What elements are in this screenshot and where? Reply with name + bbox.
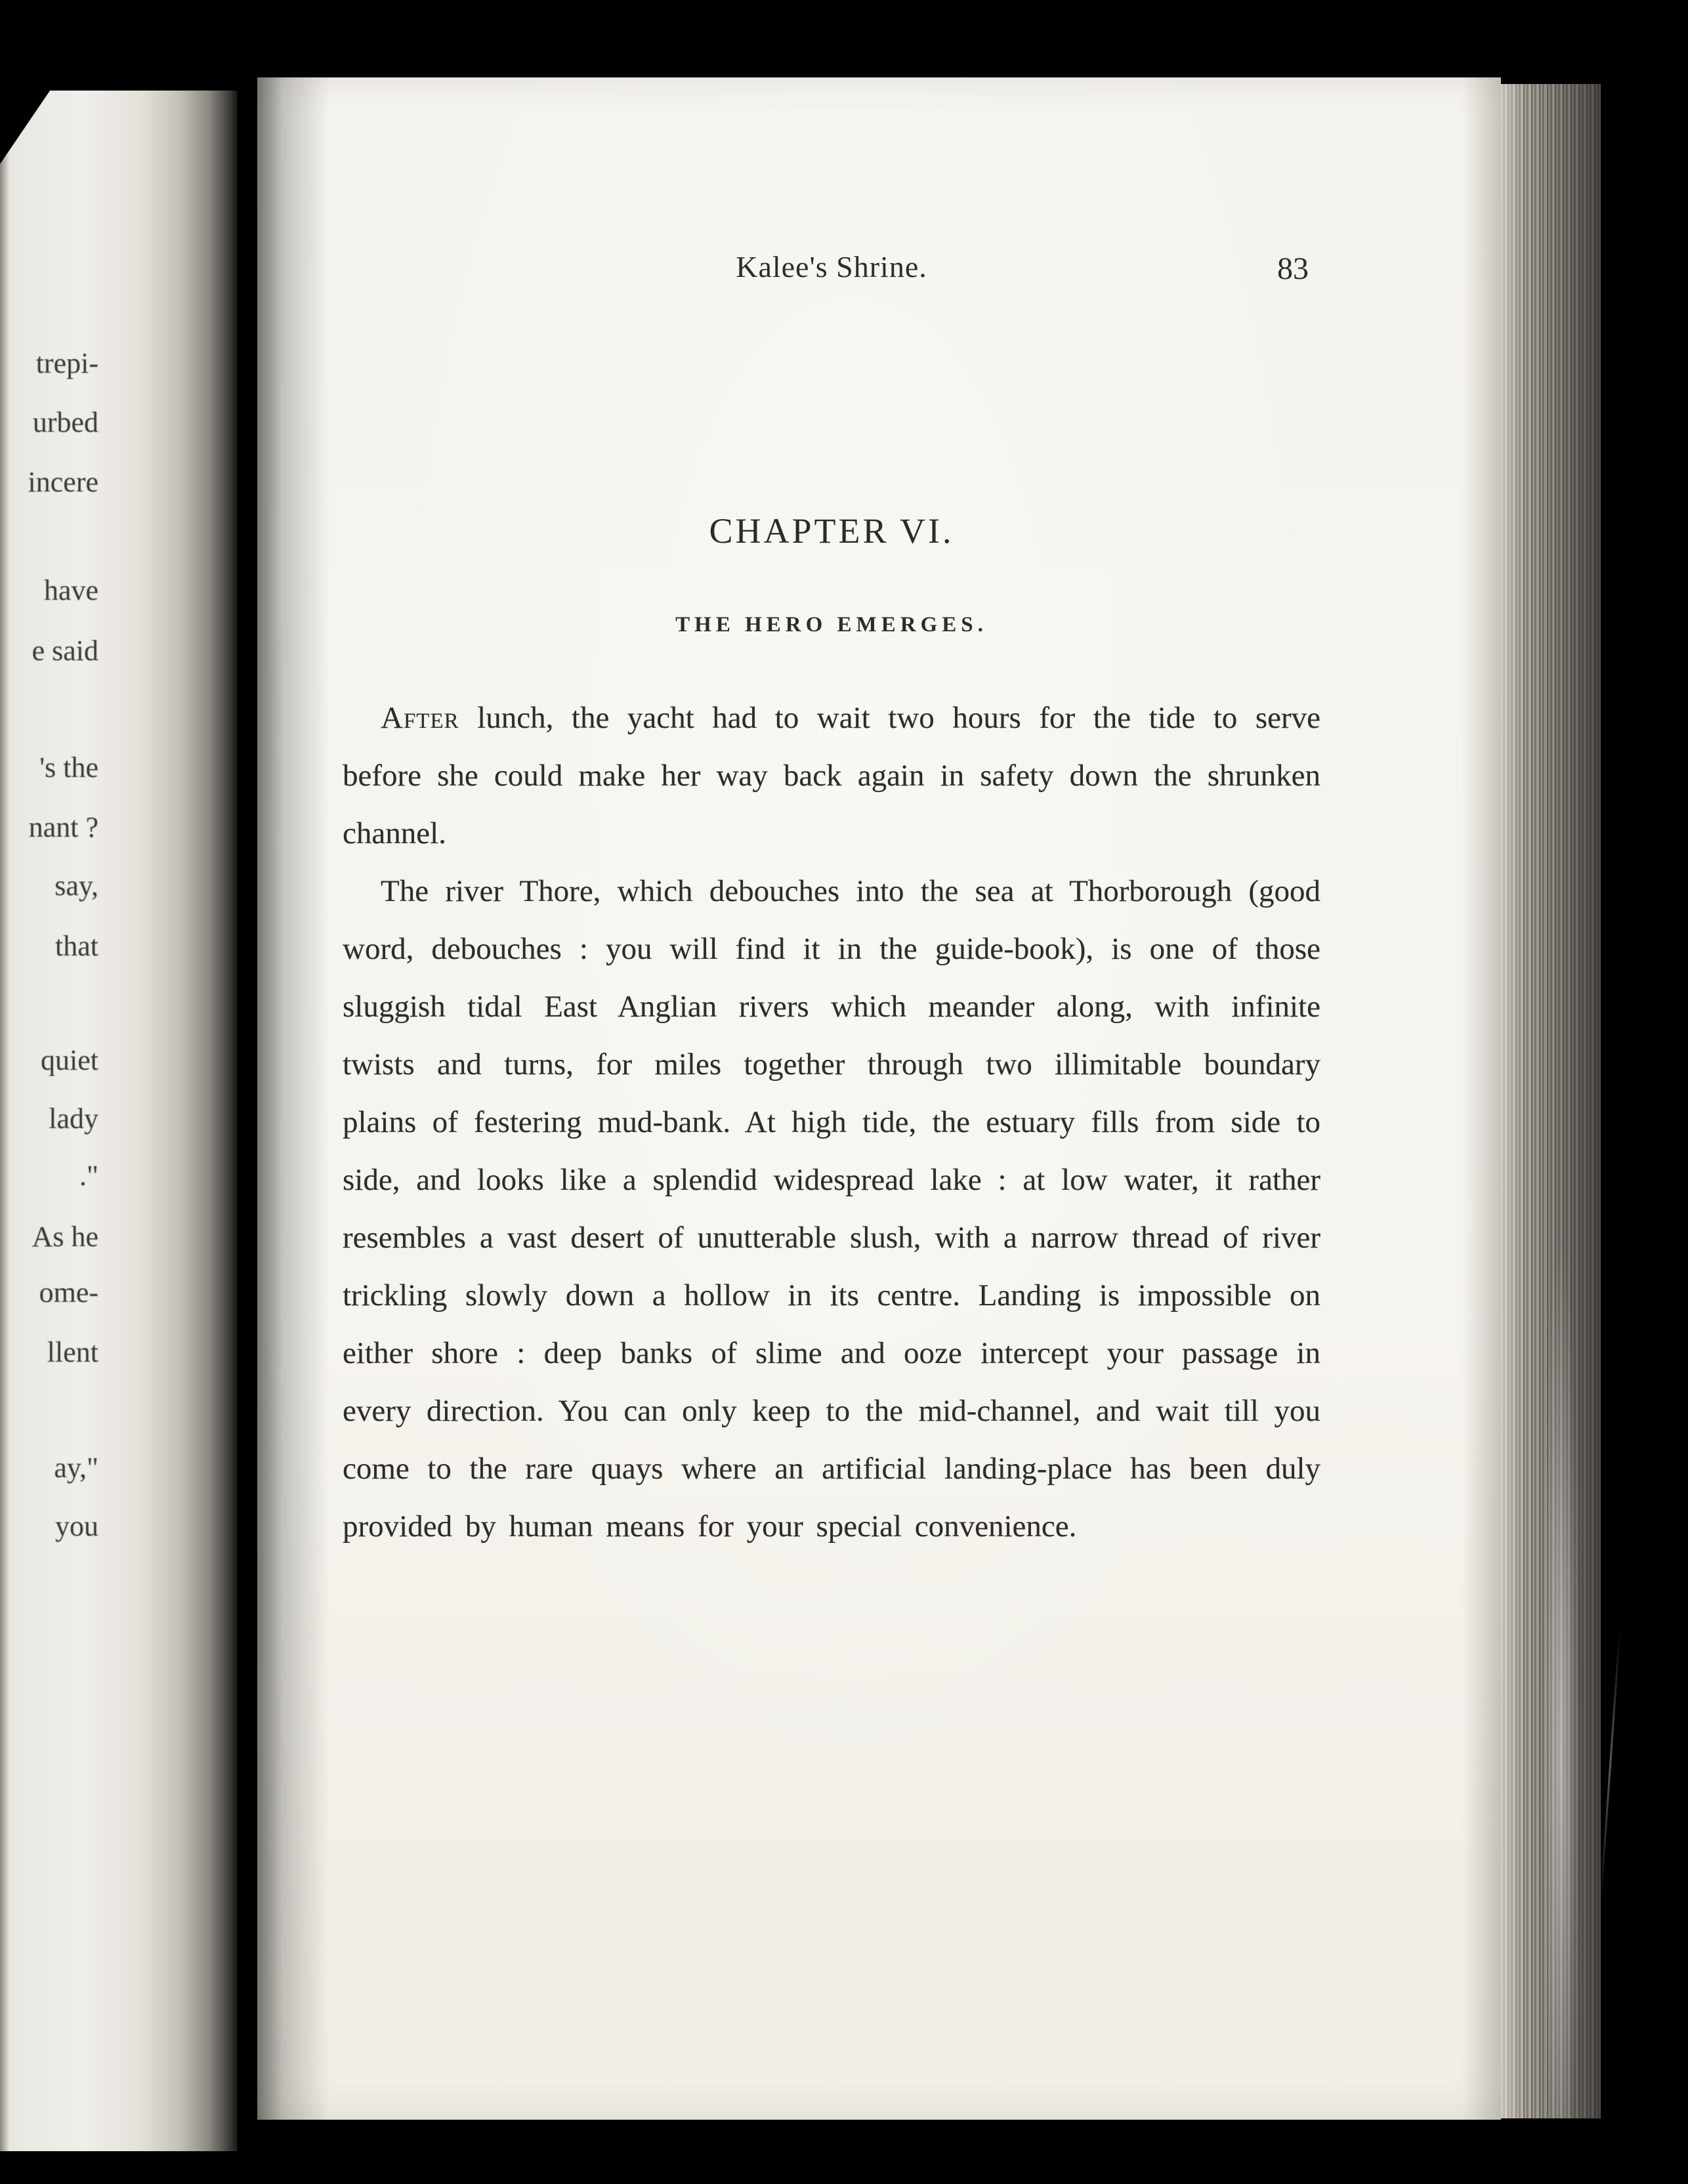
paragraph-text: The river Thore, which debouches into the sea at Thorborough (good word, debouches : you will find it in the guide-book), is one of those sluggish tidal East Anglian rivers which meander along, with infinite twists and turns, for miles together through two illimitable boundary plains of festering mud-bank. At high tide, the estuary fills from side to side, and looks like a splendid widespread lake : at low water, it rather resembles a vast desert of unutterable slush, with a narrow thread of river trickling slowly down a hollow in its centre. Landing is impossible on either shore : deep banks of slime and ooze intercept your passage in every direction. You can only keep to the mid-channel, and wait till you come to the rare quays where an artificial landing-place has been duly provided by human means for your special convenience.	[343, 874, 1320, 1544]
left-page-text-fragment: lady	[49, 1102, 98, 1135]
left-page-text-fragment: quiet	[41, 1044, 98, 1076]
left-page-text-fragment: llent	[47, 1336, 98, 1368]
left-page-text-fragment: that	[55, 930, 98, 962]
left-page-text-fragment: ay,"	[54, 1452, 98, 1484]
book-page	[257, 77, 1501, 2120]
paragraph-text: lunch, the yacht had to wait two hours for the tide to serve before she could make her way back again in safety down the shrunken channel.	[343, 701, 1320, 850]
scan-scratch-artifact	[1599, 1628, 1620, 1902]
left-page-text-fragment: ome-	[39, 1276, 98, 1309]
left-page-text-fragment: nant ?	[28, 811, 98, 843]
paragraph	[343, 862, 1320, 1555]
left-page-text-fragment: 's the	[39, 751, 98, 784]
left-page-text-fragment: e said	[32, 635, 98, 667]
left-page-text-fragment: ."	[79, 1160, 98, 1192]
page-number: 83	[1277, 251, 1309, 286]
left-page-text-fragment: incere	[28, 466, 98, 498]
paragraph-smallcaps-lead: After	[381, 701, 459, 735]
left-page-text-fragment: trepi-	[35, 347, 98, 379]
section-heading: THE HERO EMERGES.	[675, 613, 988, 637]
body-text	[343, 689, 1320, 1555]
left-page-text-fragment: have	[43, 574, 98, 606]
left-page-text-fragment: urbed	[32, 406, 98, 438]
paragraph	[343, 689, 1320, 862]
left-page-text-fragment: As he	[32, 1221, 98, 1253]
left-page-sliver	[0, 91, 238, 2151]
left-page-text-fragment: say,	[54, 870, 98, 902]
book-fore-edge-pages	[1501, 84, 1601, 2118]
running-header: Kalee's Shrine.	[736, 250, 927, 284]
chapter-heading: CHAPTER VI.	[709, 511, 954, 551]
page-header-row	[343, 249, 1320, 289]
left-page-text-fragment: you	[55, 1510, 98, 1542]
